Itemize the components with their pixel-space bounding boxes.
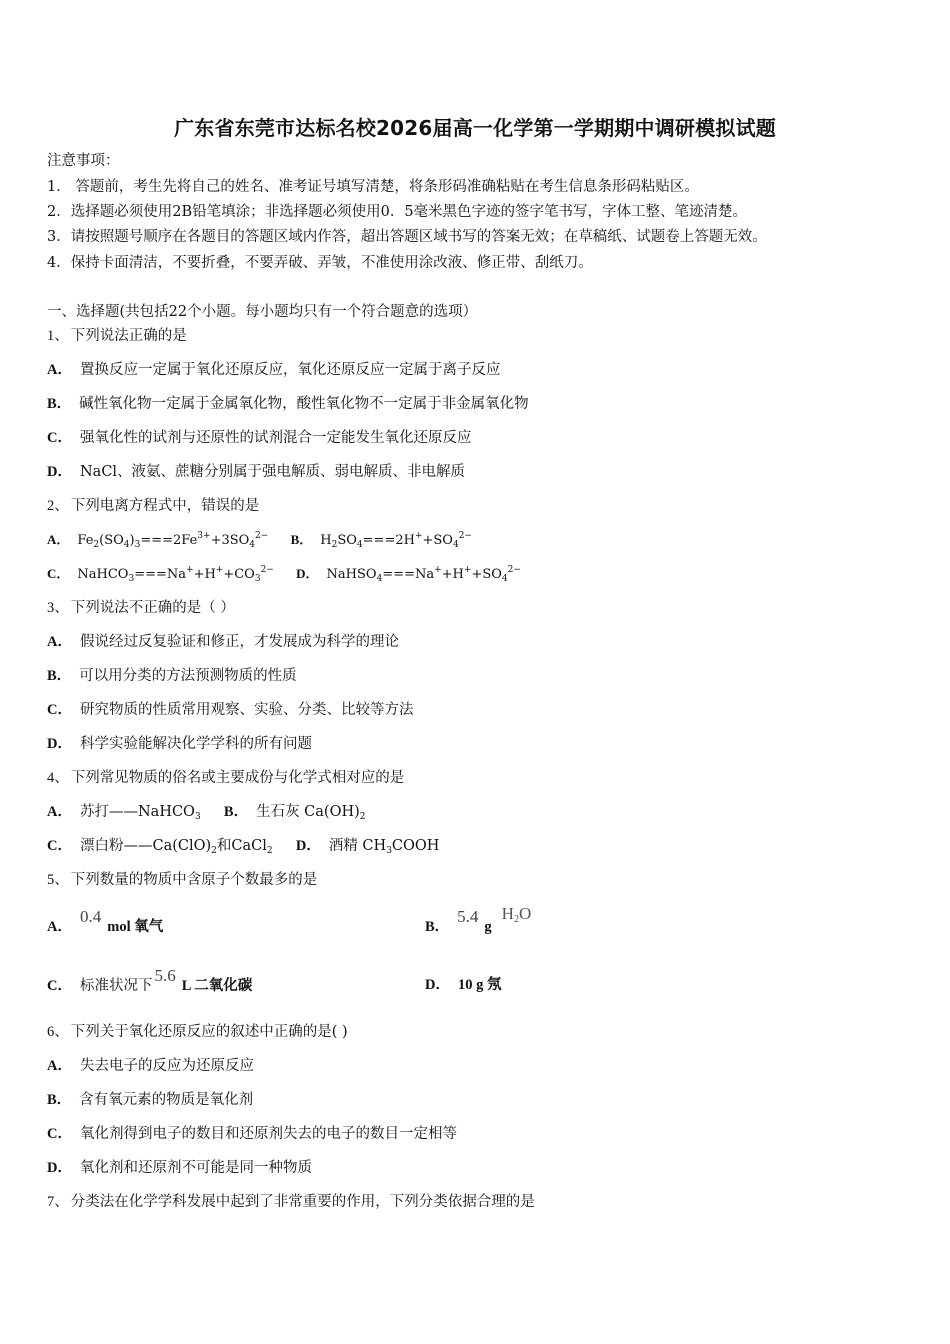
option-letter: B． <box>47 668 72 684</box>
option-text: 酒精 CH <box>328 838 387 854</box>
q1-option-b[interactable] <box>47 394 529 414</box>
option-text: 假说经过反复验证和修正，才发展成为科学的理论 <box>79 634 399 650</box>
q3-option-a[interactable] <box>47 632 399 652</box>
subscript: 2 <box>266 846 273 856</box>
q2-options-ab <box>47 530 472 551</box>
option-letter: A． <box>47 362 72 378</box>
question-number: 1、 <box>47 328 69 344</box>
question-5 <box>47 870 317 890</box>
option-letter: C． <box>47 566 70 581</box>
question-4 <box>47 768 404 788</box>
subscript: 2 <box>211 846 217 856</box>
option-text: 苏打——NaHCO <box>79 804 195 820</box>
option-letter: D． <box>47 736 72 752</box>
q4-options-cd <box>47 836 439 856</box>
quantity-value: 5.4 <box>457 907 479 926</box>
water-formula: $H_2O$ <box>501 904 532 925</box>
option-text: 研究物质的性质常用观察、实验、分类、比较等方法 <box>79 702 414 718</box>
option-letter: A． <box>47 532 70 547</box>
option-text: mol 氧气 <box>107 919 164 935</box>
option-letter: D． <box>425 977 450 993</box>
question-3 <box>47 598 235 618</box>
q1-option-c[interactable] <box>47 428 471 448</box>
question-1 <box>47 326 187 346</box>
question-stem: 下列数量的物质中含原子个数最多的是 <box>70 872 318 888</box>
q5-options-cd <box>47 966 647 996</box>
notice-item-2: 2．选择题必须使用2B铅笔填涂；非选择题必须使用0．5毫米黑色字迹的签字笔书写，字体工整、笔迹清楚。 <box>47 204 748 220</box>
option-text: 含有氧元素的物质是氧化剂 <box>79 1092 254 1108</box>
equation-b: $H_2SO_4===2H^++SO_4^{2-}$ <box>320 531 472 550</box>
option-letter: B． <box>47 1092 72 1108</box>
option-letter: C． <box>47 430 72 446</box>
question-7 <box>47 1192 535 1212</box>
option-text: g <box>484 919 492 935</box>
option-letter: D． <box>296 566 319 581</box>
q4-option-b[interactable] <box>224 804 366 820</box>
option-text: 失去电子的反应为还原反应 <box>79 1058 254 1074</box>
q2-options-cd <box>47 564 521 585</box>
notice-item-3: 3．请按照题号顺序在各题目的答题区域内作答，超出答题区域书写的答案无效；在草稿纸、试题卷上答题无效。 <box>47 229 767 245</box>
subscript: 3 <box>194 812 201 822</box>
subscript: 3 <box>386 846 392 856</box>
option-letter: B． <box>47 396 72 412</box>
option-letter: C． <box>47 1126 72 1142</box>
option-letter: D． <box>47 464 72 480</box>
q6-option-c[interactable] <box>47 1124 457 1144</box>
q4-options-ab <box>47 802 366 822</box>
q5-option-b[interactable] <box>425 904 532 937</box>
option-text: 漂白粉——Ca(ClO) <box>79 838 212 854</box>
q4-option-c[interactable] <box>47 838 273 854</box>
notice-item-4: 4．保持卡面清洁，不要折叠，不要弄破、弄皱，不准使用涂改液、修正带、刮纸刀。 <box>47 255 593 271</box>
q2-option-a[interactable] <box>47 533 268 548</box>
equation-d: $NaHSO_4===Na^++H^++SO_4^{2-}$ <box>326 565 521 584</box>
q5-option-d[interactable] <box>425 975 501 995</box>
option-letter: A． <box>47 804 72 820</box>
question-number: 5、 <box>47 872 69 888</box>
q1-option-d[interactable] <box>47 462 465 482</box>
equation-a: $Fe_2(SO_4)_3===2Fe^{3+}+3SO_4^{2-}$ <box>77 531 269 550</box>
equation-c: $NaHCO_3===Na^++H^++CO_3^{2-}$ <box>77 565 274 584</box>
q2-option-c[interactable] <box>47 567 274 582</box>
question-stem: 分类法在化学学科发展中起到了非常重要的作用，下列分类依据合理的是 <box>70 1194 535 1210</box>
question-stem: 下列说法正确的是 <box>70 328 187 344</box>
option-letter: D． <box>295 838 321 854</box>
q3-option-c[interactable] <box>47 700 413 720</box>
question-6 <box>47 1022 348 1042</box>
question-stem: 下列常见物质的俗名或主要成份与化学式相对应的是 <box>70 770 405 786</box>
option-letter: A． <box>47 919 72 935</box>
notice-heading: 注意事项： <box>47 153 120 169</box>
option-letter: C． <box>47 838 72 854</box>
option-text: 和CaCl <box>216 838 267 854</box>
q5-options-ab <box>47 904 647 937</box>
option-text: 10 g 氖 <box>457 977 502 993</box>
q4-option-a[interactable] <box>47 804 201 820</box>
q2-option-b[interactable] <box>291 533 472 548</box>
section-heading: 一、选择题(共包括22个小题。每小题均只有一个符合题意的选项） <box>47 304 478 320</box>
option-text: 标准状况下 <box>79 978 153 994</box>
q3-option-b[interactable] <box>47 666 297 686</box>
option-text: 碱性氧化物一定属于金属氧化物，酸性氧化物不一定属于非金属氧化物 <box>79 396 529 412</box>
option-letter: D． <box>47 1160 72 1176</box>
option-letter: B． <box>223 804 249 820</box>
question-stem: 下列电离方程式中，错误的是 <box>70 498 260 514</box>
option-letter: C． <box>47 702 72 718</box>
option-letter: B． <box>290 532 313 547</box>
q6-option-a[interactable] <box>47 1056 254 1076</box>
q5-option-c[interactable] <box>47 966 253 994</box>
option-letter: A． <box>47 634 72 650</box>
page-title: 广东省东莞市达标名校2026届高一化学第一学期期中调研模拟试题 <box>174 116 776 140</box>
option-text: 置换反应一定属于氧化还原反应，氧化还原反应一定属于离子反应 <box>79 362 501 378</box>
option-text: COOH <box>391 838 440 854</box>
option-text: 强氧化性的试剂与还原性的试剂混合一定能发生氧化还原反应 <box>79 430 472 446</box>
question-2 <box>47 496 259 516</box>
q1-option-a[interactable] <box>47 360 500 380</box>
quantity-value: 0.4 <box>79 907 102 926</box>
subscript: 2 <box>359 812 366 822</box>
question-stem: 下列说法不正确的是（ ） <box>70 600 235 616</box>
question-number: 2、 <box>47 498 69 514</box>
question-number: 7、 <box>47 1194 69 1210</box>
option-letter: B． <box>425 919 450 935</box>
option-text: 氧化剂和还原剂不可能是同一种物质 <box>79 1160 312 1176</box>
q6-option-d[interactable] <box>47 1158 312 1178</box>
question-stem: 下列关于氧化还原反应的叙述中正确的是( ) <box>70 1024 348 1040</box>
question-number: 6、 <box>47 1024 69 1040</box>
option-text: 科学实验能解决化学学科的所有问题 <box>79 736 312 752</box>
option-text: 氧化剂得到电子的数目和还原剂失去的电子的数目一定相等 <box>79 1126 457 1142</box>
q5-option-a[interactable] <box>47 907 164 935</box>
quantity-value: 5.6 <box>154 966 176 985</box>
q4-option-d[interactable] <box>296 838 440 854</box>
option-letter: A． <box>47 1058 72 1074</box>
option-text: NaCl、液氨、蔗糖分别属于强电解质、弱电解质、非电解质 <box>79 464 466 480</box>
option-letter: C． <box>47 978 72 994</box>
q3-option-d[interactable] <box>47 734 312 754</box>
option-text: 可以用分类的方法预测物质的性质 <box>79 668 297 684</box>
q6-option-b[interactable] <box>47 1090 253 1110</box>
q2-option-d[interactable] <box>296 567 521 582</box>
question-number: 3、 <box>47 600 69 616</box>
option-text: 生石灰 Ca(OH) <box>256 804 360 820</box>
option-text: L 二氧化碳 <box>181 978 253 994</box>
question-number: 4、 <box>47 770 69 786</box>
notice-item-1: 1． 答题前，考生先将自己的姓名、准考证号填写清楚，将条形码准确粘贴在考生信息条形码粘贴区。 <box>47 179 699 195</box>
